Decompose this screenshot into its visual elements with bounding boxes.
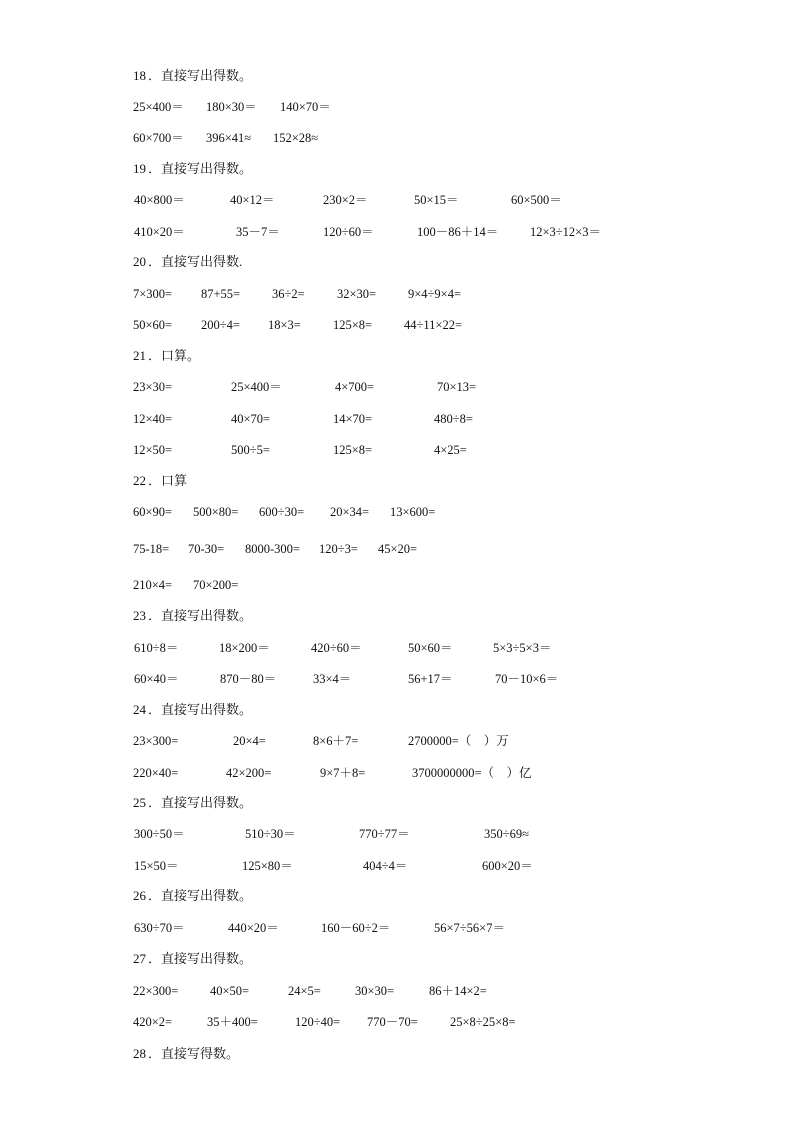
- math-problem: 230×2＝: [323, 193, 368, 207]
- math-problem: 125×8=: [333, 443, 373, 457]
- math-problem: 40×70=: [231, 412, 271, 426]
- math-problem: 70×13=: [437, 380, 477, 394]
- question-heading: [0, 253, 794, 271]
- question-number-dot: ．: [148, 254, 162, 269]
- question-number: 28: [133, 1046, 146, 1061]
- math-problem: 75-18=: [133, 542, 170, 556]
- question-title: 直接写出得数。: [161, 951, 253, 966]
- problem-row: [0, 191, 794, 209]
- question-number: 23: [133, 608, 146, 623]
- math-problem: 220×40=: [133, 766, 179, 780]
- math-problem: 396×41≈: [206, 131, 252, 145]
- math-problem: 15×50＝: [134, 859, 179, 873]
- math-problem: 12×3÷12×3＝: [530, 225, 601, 239]
- question-heading: [0, 701, 794, 719]
- math-problem: 70－10×6＝: [495, 672, 559, 686]
- problem-row: [0, 576, 794, 594]
- math-problem: 22×300=: [133, 984, 179, 998]
- question-title: 口算。: [161, 348, 201, 363]
- math-problem: 9×4÷9×4=: [408, 287, 462, 301]
- math-problem: 480÷8=: [434, 412, 473, 426]
- math-problem: 630÷70＝: [134, 921, 185, 935]
- problem-row: [0, 316, 794, 334]
- math-problem: 25×400＝: [133, 100, 184, 114]
- math-problem: 600×20＝: [482, 859, 533, 873]
- math-problem: 56+17＝: [408, 672, 453, 686]
- question-title: 直接写出得数。: [161, 795, 253, 810]
- math-problem: 3700000000=（ ）亿: [412, 766, 532, 780]
- math-problem: 120÷3=: [319, 542, 358, 556]
- math-problem: 70×200=: [193, 578, 239, 592]
- problem-row: [0, 285, 794, 303]
- question-number-dot: ．: [148, 888, 162, 903]
- math-problem: 500×80=: [193, 505, 239, 519]
- math-problem: 440×20＝: [228, 921, 279, 935]
- problem-row: [0, 503, 794, 521]
- question-number: 18: [133, 68, 146, 83]
- question-number: 26: [133, 888, 146, 903]
- math-problem: 70-30=: [188, 542, 225, 556]
- math-problem: 9×7＋8=: [320, 766, 366, 780]
- problem-row: [0, 98, 794, 116]
- question-title: 直接写出得数。: [161, 888, 253, 903]
- math-problem: 40×12＝: [230, 193, 275, 207]
- math-problem: 125×80＝: [242, 859, 293, 873]
- math-problem: 40×50=: [210, 984, 250, 998]
- math-problem: 510÷30＝: [245, 827, 296, 841]
- question-number-dot: ．: [148, 1046, 162, 1061]
- math-problem: 12×40=: [133, 412, 173, 426]
- question-title: 直接写出得数。: [161, 68, 253, 83]
- problem-row: [0, 129, 794, 147]
- question-title: 直接写出得数。: [161, 608, 253, 623]
- question-number: 27: [133, 951, 146, 966]
- math-problem: 160－60÷2＝: [321, 921, 391, 935]
- math-problem: 60×500＝: [511, 193, 562, 207]
- question-number-dot: ．: [148, 795, 162, 810]
- question-heading: [0, 347, 794, 365]
- math-problem: 30×30=: [355, 984, 395, 998]
- question-heading: [0, 887, 794, 905]
- math-problem: 50×60＝: [408, 641, 453, 655]
- math-problem: 404÷4＝: [363, 859, 408, 873]
- problem-row: [0, 732, 794, 750]
- problem-row: [0, 825, 794, 843]
- question-number: 20: [133, 254, 146, 269]
- question-number-dot: ．: [148, 951, 162, 966]
- math-problem: 210×4=: [133, 578, 173, 592]
- question-number: 25: [133, 795, 146, 810]
- question-number-dot: ．: [148, 348, 162, 363]
- math-problem: 770－70=: [367, 1015, 418, 1029]
- problem-row: [0, 857, 794, 875]
- math-problem: 410×20＝: [134, 225, 185, 239]
- math-problem: 420÷60＝: [311, 641, 362, 655]
- math-problem: 18×200＝: [219, 641, 270, 655]
- question-number: 19: [133, 161, 146, 176]
- math-problem: 125×8=: [333, 318, 373, 332]
- math-problem: 120÷40=: [295, 1015, 341, 1029]
- math-problem: 50×15＝: [414, 193, 459, 207]
- math-problem: 56×7÷56×7＝: [434, 921, 505, 935]
- question-title: 直接写得数。: [161, 1046, 240, 1061]
- question-title: 口算: [161, 473, 188, 488]
- math-problem: 2700000=（ ）万: [408, 734, 509, 748]
- question-heading: [0, 607, 794, 625]
- question-heading: [0, 950, 794, 968]
- math-problem: 24×5=: [288, 984, 321, 998]
- problem-row: [0, 639, 794, 657]
- question-number-dot: ．: [148, 68, 162, 83]
- math-problem: 12×50=: [133, 443, 173, 457]
- math-problem: 20×34=: [330, 505, 370, 519]
- math-problem: 32×30=: [337, 287, 377, 301]
- math-problem: 33×4＝: [313, 672, 352, 686]
- math-problem: 180×30＝: [206, 100, 257, 114]
- question-heading: [0, 67, 794, 85]
- math-problem: 870－80＝: [220, 672, 277, 686]
- math-problem: 4×700=: [335, 380, 375, 394]
- math-problem: 120÷60＝: [323, 225, 374, 239]
- math-problem: 18×3=: [268, 318, 301, 332]
- math-problem: 152×28≈: [273, 131, 319, 145]
- math-problem: 500÷5=: [231, 443, 270, 457]
- question-title: 直接写出得数.: [161, 254, 243, 269]
- question-heading: [0, 794, 794, 812]
- question-heading: [0, 160, 794, 178]
- question-number: 21: [133, 348, 146, 363]
- problem-row: [0, 441, 794, 459]
- problem-row: [0, 764, 794, 782]
- math-problem: 300÷50＝: [134, 827, 185, 841]
- math-problem: 60×700＝: [133, 131, 184, 145]
- math-problem: 8×6＋7=: [313, 734, 359, 748]
- math-problem: 610÷8＝: [134, 641, 179, 655]
- math-problem: 36÷2=: [272, 287, 305, 301]
- math-problem: 7×300=: [133, 287, 173, 301]
- math-problem: 45×20=: [378, 542, 418, 556]
- math-problem: 23×300=: [133, 734, 179, 748]
- question-number: 24: [133, 702, 146, 717]
- math-problem: 8000-300=: [245, 542, 300, 556]
- math-problem: 42×200=: [226, 766, 272, 780]
- math-problem: 20×4=: [233, 734, 266, 748]
- math-problem: 420×2=: [133, 1015, 173, 1029]
- math-problem: 100－86＋14＝: [417, 225, 499, 239]
- question-heading: [0, 472, 794, 490]
- math-problem: 44÷11×22=: [404, 318, 462, 332]
- math-problem: 4×25=: [434, 443, 467, 457]
- math-problem: 200÷4=: [201, 318, 240, 332]
- problem-row: [0, 410, 794, 428]
- math-problem: 14×70=: [333, 412, 373, 426]
- math-problem: 35－7＝: [236, 225, 280, 239]
- math-problem: 25×400＝: [231, 380, 282, 394]
- problem-row: [0, 223, 794, 241]
- math-problem: 25×8÷25×8=: [450, 1015, 516, 1029]
- question-heading: [0, 1045, 794, 1063]
- question-number-dot: ．: [148, 608, 162, 623]
- math-problem: 5×3÷5×3＝: [493, 641, 552, 655]
- math-problem: 23×30=: [133, 380, 173, 394]
- math-problem: 50×60=: [133, 318, 173, 332]
- question-number: 22: [133, 473, 146, 488]
- problem-row: [0, 670, 794, 688]
- question-title: 直接写出得数。: [161, 161, 253, 176]
- math-problem: 60×90=: [133, 505, 173, 519]
- math-problem: 600÷30=: [259, 505, 305, 519]
- question-title: 直接写出得数。: [161, 702, 253, 717]
- math-problem: 35＋400=: [207, 1015, 258, 1029]
- problem-row: [0, 1013, 794, 1031]
- math-problem: 13×600=: [390, 505, 436, 519]
- math-problem: 350÷69≈: [484, 827, 529, 841]
- math-problem: 40×800＝: [134, 193, 185, 207]
- math-problem: 87+55=: [201, 287, 241, 301]
- question-number-dot: ．: [148, 161, 162, 176]
- problem-row: [0, 378, 794, 396]
- math-problem: 140×70＝: [280, 100, 331, 114]
- math-problem: 770÷77＝: [359, 827, 410, 841]
- question-number-dot: ．: [148, 473, 162, 488]
- problem-row: [0, 540, 794, 558]
- math-problem: 86＋14×2=: [429, 984, 487, 998]
- problem-row: [0, 982, 794, 1000]
- math-problem: 60×40＝: [134, 672, 179, 686]
- problem-row: [0, 919, 794, 937]
- question-number-dot: ．: [148, 702, 162, 717]
